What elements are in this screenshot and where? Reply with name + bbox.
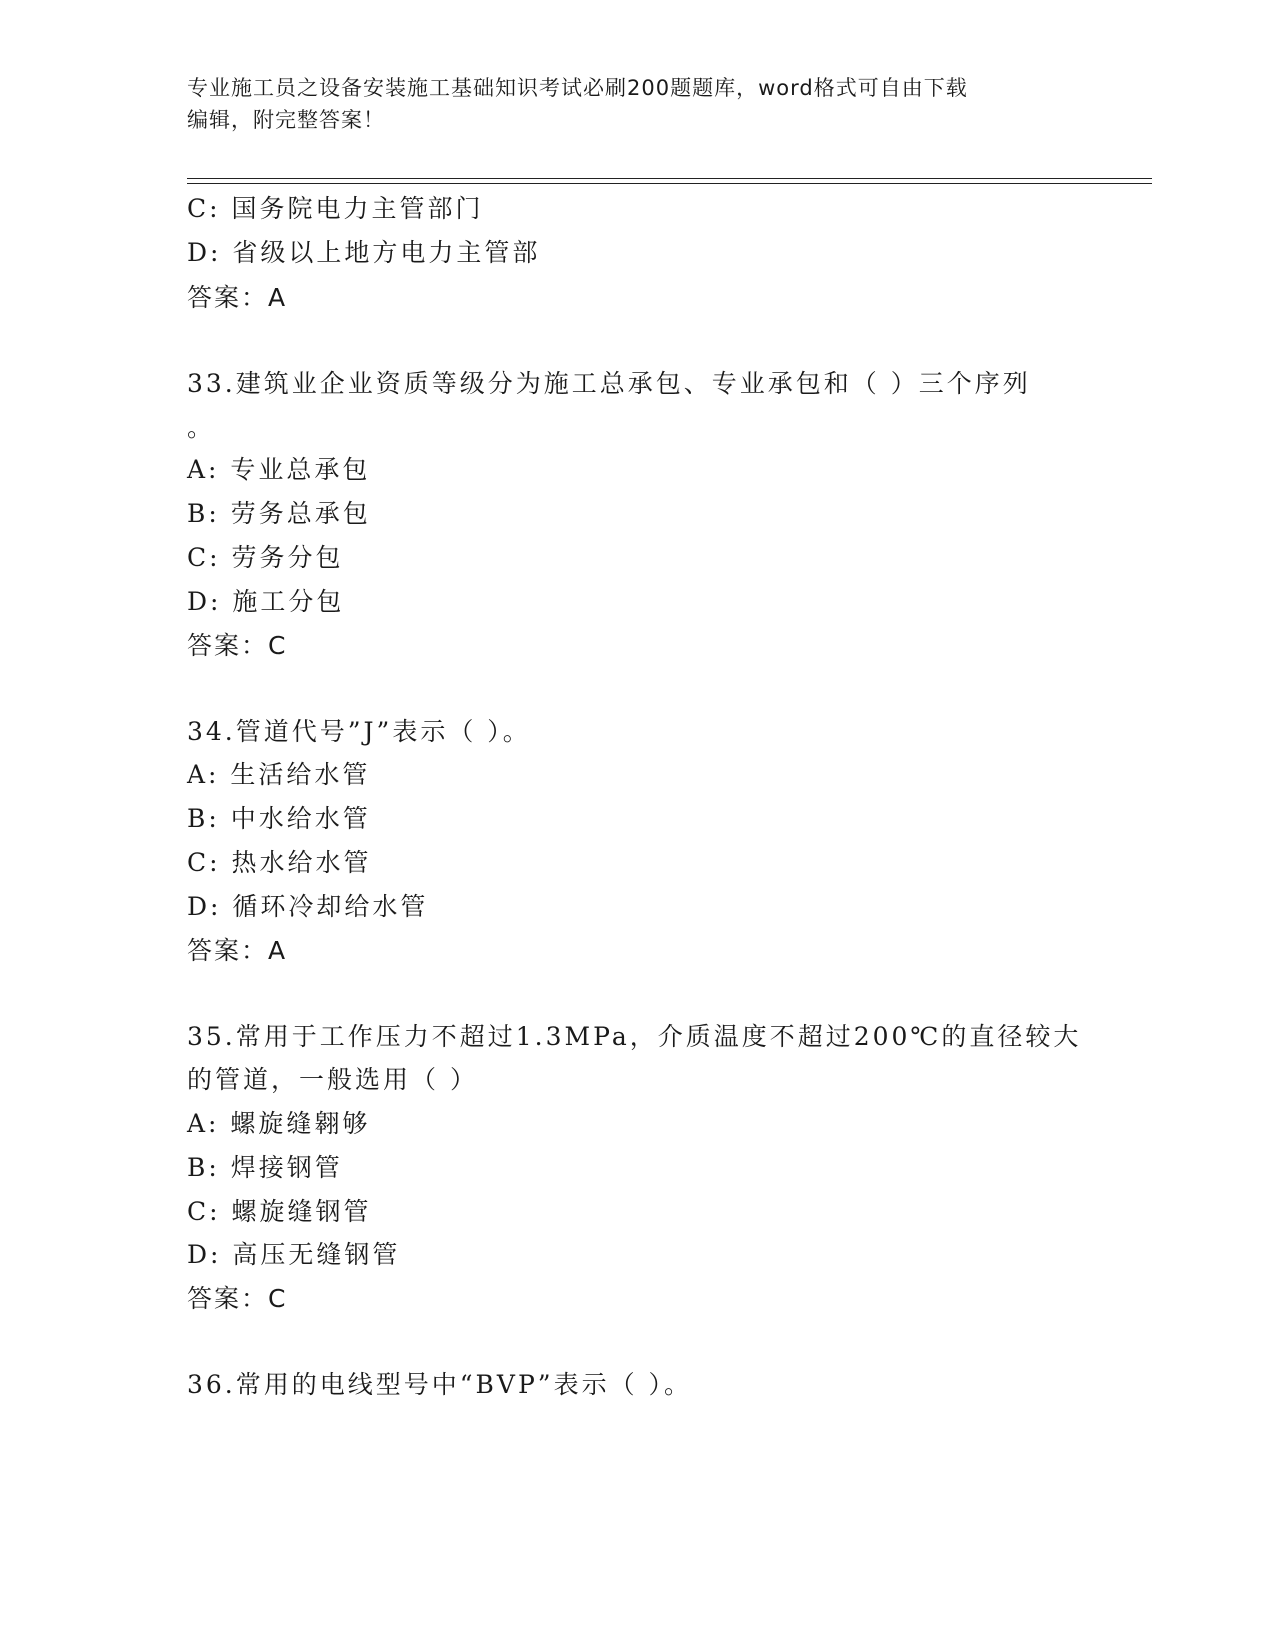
q33-stem-line-1: 33.建筑业企业资质等级分为施工总承包、专业承包和（ ）三个序列 [187, 369, 1031, 398]
q34-answer: 答案：A [187, 936, 288, 965]
q32-option-d: D: 省级以上地方电力主管部 [187, 238, 541, 267]
q35-option-d: D: 高压无缝钢管 [187, 1240, 401, 1269]
q32-option-c: C: 国务院电力主管部门 [187, 194, 484, 223]
q34-stem-line-1: 34.管道代号”J”表示（ ）。 [187, 717, 531, 746]
q33-option-a: A: 专业总承包 [187, 455, 371, 484]
q35-option-b: B: 焊接钢管 [187, 1153, 343, 1182]
q33-option-b: B: 劳务总承包 [187, 499, 371, 528]
q33-option-c: C: 劳务分包 [187, 543, 344, 572]
q34-option-a: A: 生活给水管 [187, 760, 371, 789]
q35-stem-line-2: 的管道，一般选用（ ） [187, 1065, 478, 1094]
q36-stem-line-1: 36.常用的电线型号中“BVP”表示（ ）。 [187, 1370, 693, 1399]
q34-option-d: D: 循环冷却给水管 [187, 892, 429, 921]
q35-stem-line-1: 35.常用于工作压力不超过1.3MPa，介质温度不超过200℃的直径较大 [187, 1022, 1082, 1051]
q33-option-d: D: 施工分包 [187, 587, 345, 616]
q34-option-b: B: 中水给水管 [187, 804, 371, 833]
header-line-2: 编辑，附完整答案！ [187, 108, 385, 132]
q33-answer: 答案：C [187, 631, 288, 660]
header-divider-bottom [187, 183, 1152, 184]
document-header [187, 72, 1067, 136]
q33-stem-line-2: 。 [187, 413, 216, 442]
q32-answer: 答案：A [187, 283, 288, 312]
q34-option-c: C: 热水给水管 [187, 848, 372, 877]
q35-answer: 答案：C [187, 1284, 288, 1313]
q35-option-a: A: 螺旋缝翱够 [187, 1109, 371, 1138]
header-line-1: 专业施工员之设备安装施工基础知识考试必刷200题题库，word格式可自由下载 [187, 76, 968, 100]
q35-option-c: C: 螺旋缝钢管 [187, 1197, 372, 1226]
header-divider-top [187, 178, 1152, 179]
